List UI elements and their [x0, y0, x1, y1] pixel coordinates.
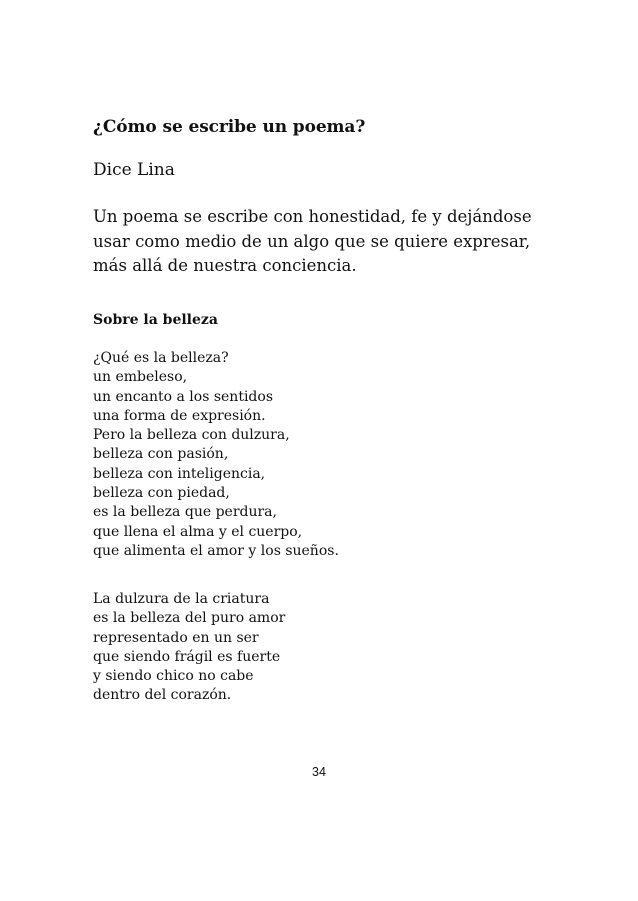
intro-line: usar como medio de un algo que se quiere expresar,	[93, 231, 531, 251]
intro-line: más allá de nuestra conciencia.	[93, 256, 357, 275]
page-heading: ¿Cómo se escribe un poema?	[93, 117, 366, 137]
page-number: 34	[312, 765, 326, 779]
poem-title: Sobre la belleza	[93, 312, 218, 328]
poem-line: es la belleza del puro amor	[93, 610, 286, 627]
poem-line: es la belleza que perdura,	[93, 504, 277, 521]
poem-stanza-2	[93, 590, 285, 706]
poem-line: que siendo frágil es fuerte	[93, 648, 281, 665]
poem-line: representado en un ser	[93, 629, 259, 646]
poem-line: Pero la belleza con dulzura,	[93, 427, 290, 444]
poem-line: un encanto a los sentidos	[93, 388, 273, 405]
poem-stanza-1	[93, 349, 339, 561]
poem-line: belleza con pasión,	[93, 446, 229, 463]
poem-line: que alimenta el amor y los sueños.	[93, 542, 339, 559]
byline: Dice Lina	[93, 160, 175, 180]
poem-line: dentro del corazón.	[93, 687, 232, 704]
poem-line: belleza con piedad,	[93, 485, 230, 502]
poem-line: ¿Qué es la belleza?	[93, 350, 229, 366]
poem-line: un embeleso,	[93, 369, 188, 386]
poem-line: belleza con inteligencia,	[93, 465, 266, 482]
poem-line: una forma de expresión.	[93, 407, 266, 424]
poem-line: que llena el alma y el cuerpo,	[93, 523, 303, 540]
poem-line: La dulzura de la criatura	[93, 591, 270, 607]
intro-paragraph	[93, 205, 553, 279]
intro-line: Un poema se escribe con honestidad, fe y dejándose	[93, 207, 532, 226]
poem-line: y siendo chico no cabe	[93, 668, 254, 685]
